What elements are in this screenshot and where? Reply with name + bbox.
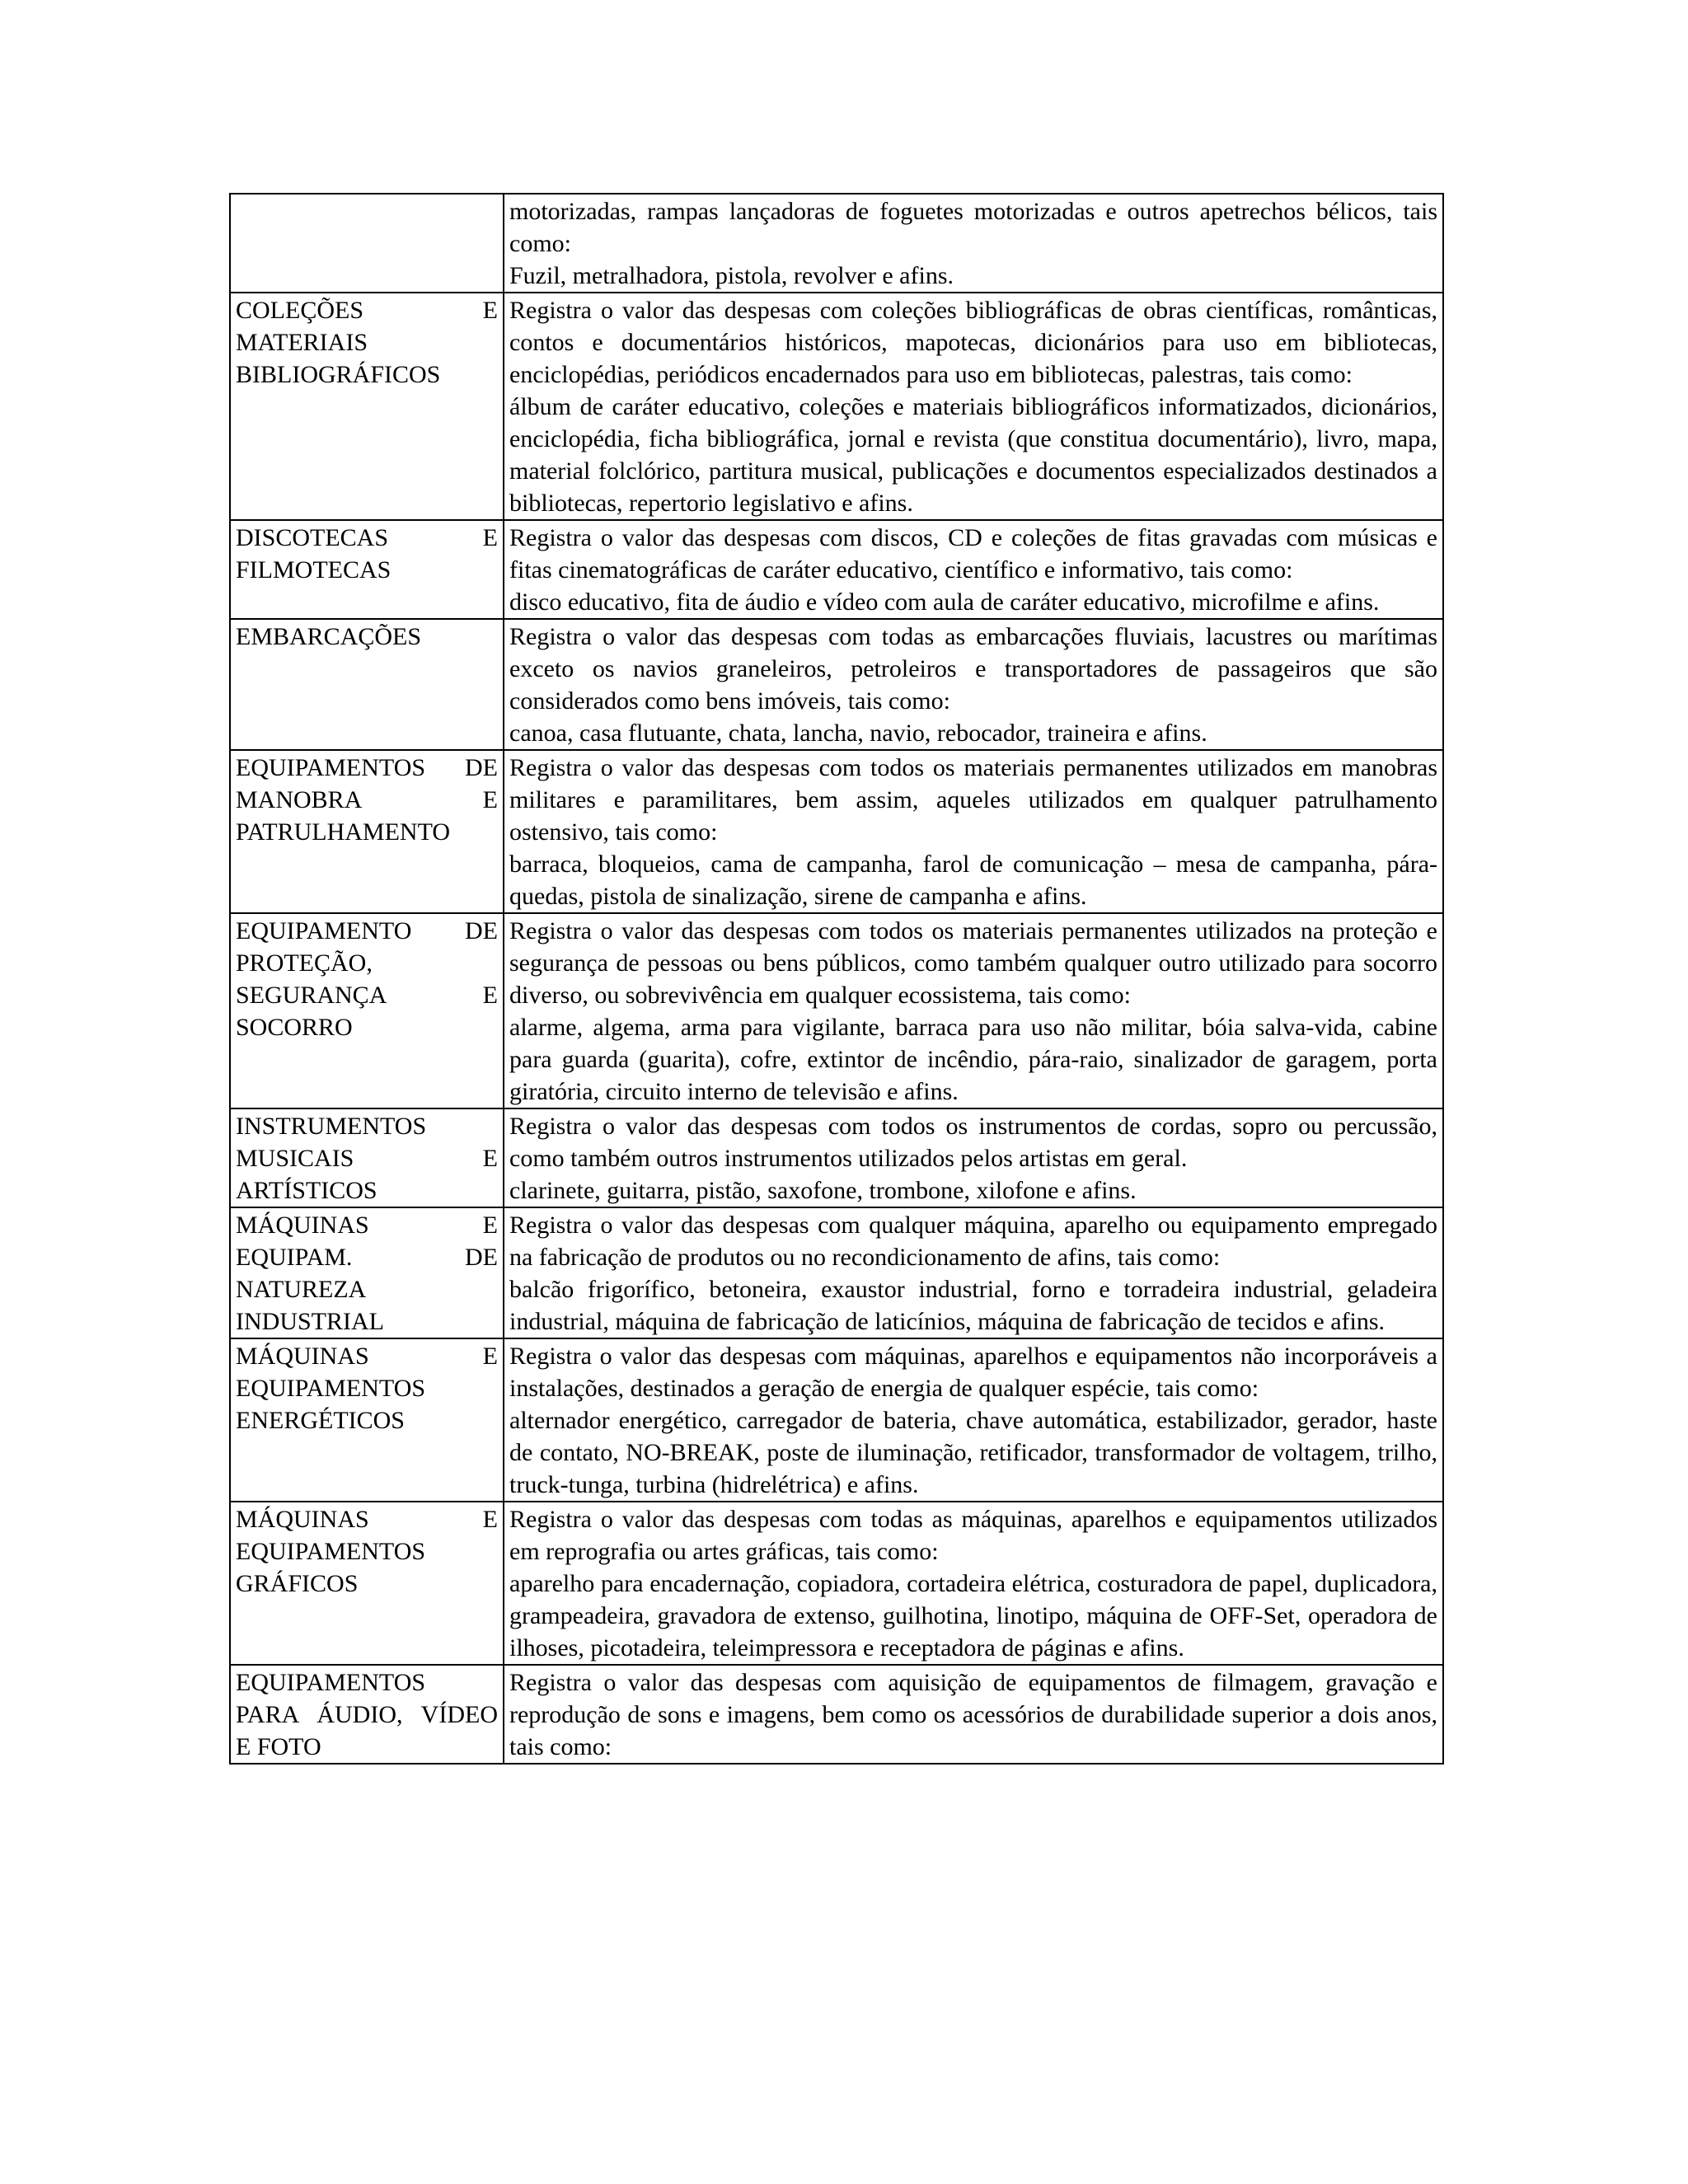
description-paragraph: Registra o valor das despesas com coleções bibliográficas de obras científicas, românticas, contos e documentários históricos, mapotecas, dicionários para uso em bibliotecas, enciclopédias, periódicos encadernados para uso em bibliotecas, palestras, tais como: [509, 297, 1437, 388]
category-cell [230, 750, 504, 913]
category-cell [230, 1108, 504, 1207]
category-line: EQUIPAMENTO DE [236, 917, 498, 944]
category-line: MÁQUINAS E [236, 1506, 498, 1533]
category-line: SOCORRO [236, 1014, 353, 1041]
expense-classification-table [229, 193, 1444, 1765]
category-line: FILMOTECAS [236, 556, 392, 583]
description-paragraph: Registra o valor das despesas com máquinas, aparelhos e equipamentos não incorporáveis a instalações, destinados a geração de energia de qualquer espécie, tais como: [509, 1343, 1437, 1402]
category-cell [230, 194, 504, 293]
description-cell [504, 1108, 1443, 1207]
category-line: EQUIPAMENTOS [236, 1538, 426, 1565]
category-line: E FOTO [236, 1733, 321, 1760]
description-paragraph: Registra o valor das despesas com aquisição de equipamentos de filmagem, gravação e reprodução de sons e imagens, bem como os acessórios de durabilidade superior a dois anos, tais como: [509, 1669, 1437, 1760]
description-cell [504, 293, 1443, 520]
description-cell [504, 913, 1443, 1108]
description-cell [504, 1207, 1443, 1338]
description-cell [504, 750, 1443, 913]
description-cell [504, 520, 1443, 619]
category-cell [230, 520, 504, 619]
description-paragraph: Registra o valor das despesas com todas as máquinas, aparelhos e equipamentos utilizados em reprografia ou artes gráficas, tais como: [509, 1506, 1437, 1565]
description-paragraph: Fuzil, metralhadora, pistola, revolver e afins. [509, 262, 954, 289]
table-row [230, 1665, 1443, 1764]
category-cell [230, 619, 504, 750]
category-cell [230, 1338, 504, 1502]
table-row [230, 913, 1443, 1108]
table-row [230, 520, 1443, 619]
description-paragraph: álbum de caráter educativo, coleções e materiais bibliográficos informatizados, dicionários, enciclopédia, ficha bibliográfica, jornal e revista (que constitua documentário), livro, mapa, material folclórico, partitura musical, publicações e documentos especializados destinados a bibliotecas, repertorio legislativo e afins. [509, 393, 1437, 517]
description-paragraph: balcão frigorífico, betoneira, exaustor industrial, forno e torradeira industrial, geladeira industrial, máquina de fabricação de laticínios, máquina de fabricação de tecidos e afins. [509, 1276, 1437, 1335]
description-paragraph: Registra o valor das despesas com qualquer máquina, aparelho ou equipamento empregado na fabricação de produtos ou no recondicionamento de afins, tais como: [509, 1212, 1437, 1271]
description-paragraph: Registra o valor das despesas com todos os materiais permanentes utilizados em manobras militares e paramilitares, bem assim, aqueles utilizados em qualquer patrulhamento ostensivo, tais como: [509, 754, 1437, 846]
category-line: EQUIPAMENTOS [236, 1375, 426, 1402]
description-paragraph: disco educativo, fita de áudio e vídeo com aula de caráter educativo, microfilme e afins. [509, 588, 1380, 616]
category-line: ENERGÉTICOS [236, 1407, 405, 1434]
description-paragraph: alternador energético, carregador de bateria, chave automática, estabilizador, gerador, haste de contato, NO-BREAK, poste de iluminação, retificador, transformador de voltagem, trilho, truck-tunga, turbina (hidrelétrica) e afins. [509, 1407, 1437, 1498]
description-paragraph: clarinete, guitarra, pistão, saxofone, trombone, xilofone e afins. [509, 1177, 1137, 1204]
category-line: COLEÇÕES E [236, 297, 498, 324]
category-line: INDUSTRIAL [236, 1308, 384, 1335]
category-line: EMBARCAÇÕES [236, 623, 422, 650]
category-line: INSTRUMENTOS [236, 1113, 427, 1140]
category-line: GRÁFICOS [236, 1570, 359, 1597]
category-cell [230, 1502, 504, 1665]
description-paragraph: Registra o valor das despesas com discos, CD e coleções de fitas gravadas com músicas e fitas cinematográficas de caráter educativo, científico e informativo, tais como: [509, 524, 1437, 583]
description-paragraph: Registra o valor das despesas com todas as embarcações fluviais, lacustres ou marítimas exceto os navios graneleiros, petroleiros e transportadores de passageiros que são considerados como bens imóveis, tais como: [509, 623, 1437, 715]
category-cell [230, 1207, 504, 1338]
table-row [230, 619, 1443, 750]
document-page [229, 193, 1444, 1765]
category-cell [230, 1665, 504, 1764]
category-line: MÁQUINAS E [236, 1212, 498, 1239]
category-line: EQUIPAMENTOS [236, 1669, 426, 1696]
category-cell [230, 913, 504, 1108]
category-line: MÁQUINAS E [236, 1343, 498, 1370]
table-body [230, 194, 1443, 1764]
description-cell [504, 1338, 1443, 1502]
table-row [230, 750, 1443, 913]
category-line: BIBLIOGRÁFICOS [236, 361, 441, 388]
table-row [230, 1338, 1443, 1502]
category-line: ARTÍSTICOS [236, 1177, 377, 1204]
description-paragraph: canoa, casa flutuante, chata, lancha, navio, rebocador, traineira e afins. [509, 719, 1207, 747]
table-row [230, 293, 1443, 520]
category-line: MANOBRA E [236, 786, 498, 813]
category-line: PATRULHAMENTO [236, 818, 451, 846]
description-cell [504, 194, 1443, 293]
table-row [230, 194, 1443, 293]
table-row [230, 1207, 1443, 1338]
description-cell [504, 619, 1443, 750]
description-paragraph: barraca, bloqueios, cama de campanha, farol de comunicação – mesa de campanha, pára-quedas, pistola de sinalização, sirene de campanha e afins. [509, 851, 1437, 910]
table-row [230, 1502, 1443, 1665]
description-cell [504, 1502, 1443, 1665]
description-paragraph: Registra o valor das despesas com todos os materiais permanentes utilizados na proteção e segurança de pessoas ou bens públicos, como também qualquer outro utilizado para socorro diverso, ou sobrevivência em qualquer ecossistema, tais como: [509, 917, 1437, 1009]
category-line: PROTEÇÃO, [236, 949, 373, 977]
description-paragraph: aparelho para encadernação, copiadora, cortadeira elétrica, costuradora de papel, duplicadora, grampeadeira, gravadora de extenso, guilhotina, linotipo, máquina de OFF-Set, operadora de ilhoses, picotadeira, teleimpressora e receptadora de páginas e afins. [509, 1570, 1437, 1661]
description-paragraph: motorizadas, rampas lançadoras de foguetes motorizadas e outros apetrechos bélicos, tais como: [509, 198, 1437, 257]
category-line: MUSICAIS E [236, 1145, 498, 1172]
category-line: SEGURANÇA E [236, 982, 498, 1009]
category-line: EQUIPAMENTOS DE [236, 754, 498, 781]
table-row [230, 1108, 1443, 1207]
description-cell [504, 1665, 1443, 1764]
category-line: NATUREZA [236, 1276, 367, 1303]
category-cell [230, 293, 504, 520]
category-line: MATERIAIS [236, 329, 368, 356]
description-paragraph: Registra o valor das despesas com todos os instrumentos de cordas, sopro ou percussão, como também outros instrumentos utilizados pelos artistas em geral. [509, 1113, 1437, 1172]
category-line: PARA ÁUDIO, VÍDEO [236, 1701, 498, 1728]
category-line: EQUIPAM. DE [236, 1244, 498, 1271]
description-paragraph: alarme, algema, arma para vigilante, barraca para uso não militar, bóia salva-vida, cabine para guarda (guarita), cofre, extintor de incêndio, pára-raio, sinalizador de garagem, porta giratória, circuito interno de televisão e afins. [509, 1014, 1437, 1105]
category-line: DISCOTECAS E [236, 524, 498, 551]
